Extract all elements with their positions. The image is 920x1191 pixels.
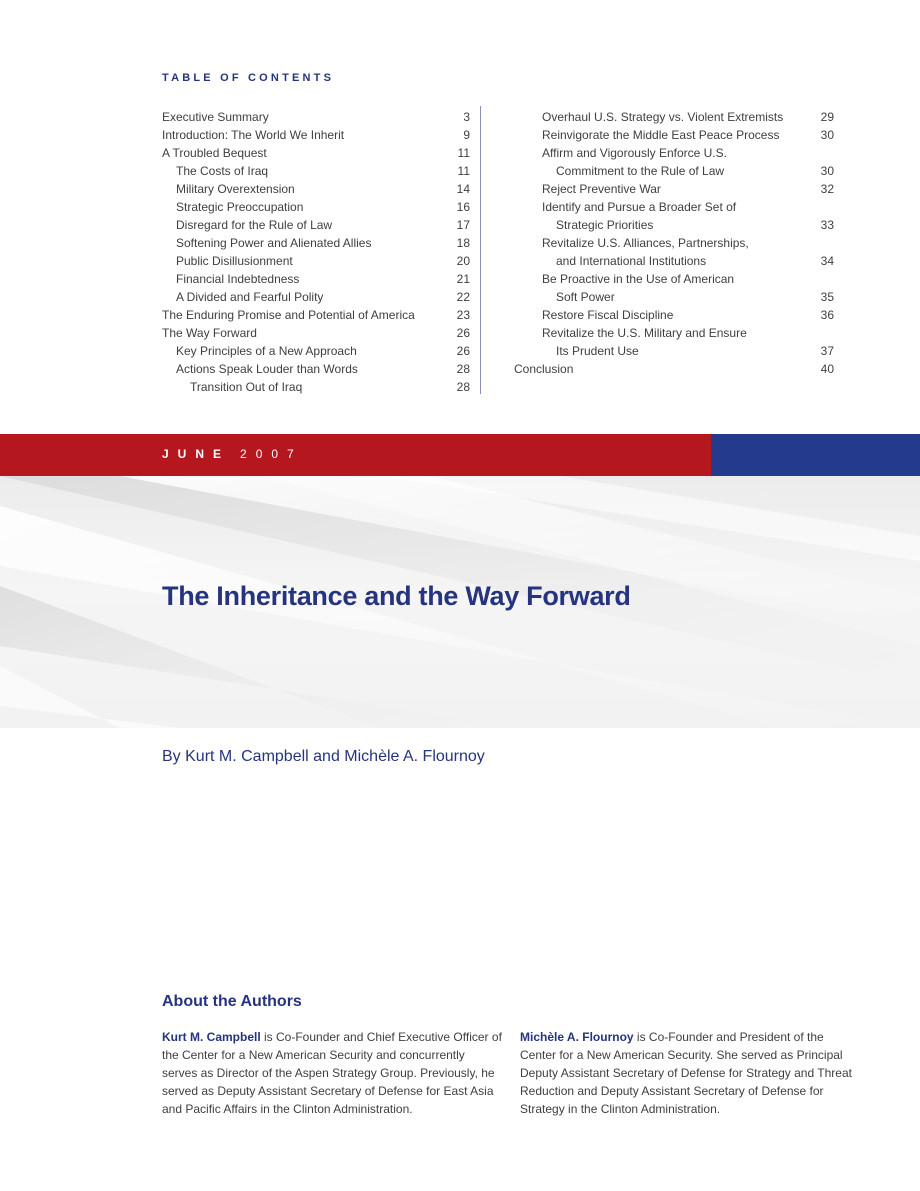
toc-entry-title: Disregard for the Rule of Law xyxy=(176,218,333,232)
toc-entry[interactable] xyxy=(514,126,834,144)
publication-date xyxy=(162,447,303,461)
toc-entry[interactable] xyxy=(514,270,834,288)
toc-entry[interactable] xyxy=(162,288,470,306)
toc-entry-title: Financial Indebtedness xyxy=(176,272,300,286)
toc-entry-page: 14 xyxy=(456,182,470,196)
toc-entry-page: 26 xyxy=(456,344,470,358)
toc-entry-title: and International Institutions xyxy=(556,254,707,268)
toc-entry-page: 28 xyxy=(456,380,470,394)
author-name: Michèle A. Flournoy xyxy=(520,1030,634,1044)
toc-entry[interactable] xyxy=(514,216,834,234)
toc-entry[interactable] xyxy=(162,162,470,180)
toc-entry-title: Softening Power and Alienated Allies xyxy=(176,236,372,250)
toc-heading: TABLE OF CONTENTS xyxy=(162,72,335,84)
toc-entry[interactable] xyxy=(162,126,470,144)
toc-entry-page: 16 xyxy=(456,200,470,214)
toc-entry-page: 11 xyxy=(457,146,470,160)
toc-divider xyxy=(480,106,481,394)
toc-entry[interactable] xyxy=(514,108,834,126)
toc-entry-page: 3 xyxy=(463,110,470,124)
toc-entry-title: Strategic Priorities xyxy=(556,218,654,232)
toc-entry-title: Reinvigorate the Middle East Peace Process xyxy=(542,128,780,142)
toc-entry-title: Actions Speak Louder than Words xyxy=(176,362,358,376)
toc-entry[interactable] xyxy=(514,306,834,324)
toc-entry-title: Revitalize the U.S. Military and Ensure xyxy=(542,326,747,340)
toc-entry[interactable] xyxy=(514,234,834,252)
toc-entry-page: 29 xyxy=(820,110,834,124)
toc-entry-page: 33 xyxy=(820,218,834,232)
toc-entry[interactable] xyxy=(162,198,470,216)
toc-entry-page: 35 xyxy=(820,290,834,304)
about-authors-heading: About the Authors xyxy=(162,993,302,1010)
toc-entry[interactable] xyxy=(162,108,470,126)
toc-entry[interactable] xyxy=(514,342,834,360)
toc-right-column xyxy=(514,108,834,378)
toc-entry[interactable] xyxy=(162,324,470,342)
toc-entry-page: 11 xyxy=(457,164,470,178)
date-band-red xyxy=(0,434,711,476)
toc-entry-title: A Troubled Bequest xyxy=(162,146,267,160)
toc-entry[interactable] xyxy=(162,360,470,378)
toc-entry[interactable] xyxy=(514,288,834,306)
toc-entry-title: The Costs of Iraq xyxy=(176,164,269,178)
toc-entry[interactable] xyxy=(162,306,470,324)
author-name: Kurt M. Campbell xyxy=(162,1030,261,1044)
toc-entry[interactable] xyxy=(162,180,470,198)
toc-entry[interactable] xyxy=(514,180,834,198)
author-bio-campbell xyxy=(162,1028,502,1118)
toc-entry-page: 40 xyxy=(820,362,834,376)
toc-entry-title: The Way Forward xyxy=(162,326,257,340)
toc-entry-page: 18 xyxy=(456,236,470,250)
toc-entry-title: Executive Summary xyxy=(162,110,269,124)
toc-entry[interactable] xyxy=(162,216,470,234)
author-bio-text: is Co-Founder and President of the Center for a New American Security. She served as Principal Deputy Assistant Secretary of Defense for Strategy and Threat Reduction and Deputy Assistant Secretary of Defense for Strategy in the Clinton Administration. xyxy=(520,1030,852,1116)
toc-entry-page: 30 xyxy=(820,164,834,178)
date-band-blue xyxy=(711,434,920,476)
toc-entry-page: 30 xyxy=(820,128,834,142)
toc-entry-title: The Enduring Promise and Potential of America xyxy=(162,308,415,322)
toc-left-column xyxy=(162,108,470,396)
toc-entry-title: Identify and Pursue a Broader Set of xyxy=(542,200,737,214)
toc-entry-title: Key Principles of a New Approach xyxy=(176,344,357,358)
toc-entry[interactable] xyxy=(514,252,834,270)
toc-entry-page: 37 xyxy=(820,344,834,358)
toc-entry[interactable] xyxy=(514,144,834,162)
document-title: The Inheritance and the Way Forward xyxy=(162,581,631,611)
toc-entry-title: Military Overextension xyxy=(176,182,295,196)
toc-entry-title: Restore Fiscal Discipline xyxy=(542,308,674,322)
toc-entry-title: A Divided and Fearful Polity xyxy=(176,290,324,304)
toc-entry-title: Overhaul U.S. Strategy vs. Violent Extremists xyxy=(542,110,784,124)
toc-entry[interactable] xyxy=(514,324,834,342)
toc-entry-title: Reject Preventive War xyxy=(542,182,661,196)
toc-entry[interactable] xyxy=(162,342,470,360)
toc-entry-title: Public Disillusionment xyxy=(176,254,293,268)
toc-entry[interactable] xyxy=(514,198,834,216)
author-bio-text: is Co-Founder and Chief Executive Officer of the Center for a New American Security and concurrently serves as Director of the Aspen Strategy Group. Previously, he served as Deputy Assistant Secretary of Defense for East Asia and Pacific Affairs in the Clinton Administration. xyxy=(162,1030,502,1116)
toc-entry-page: 32 xyxy=(820,182,834,196)
toc-entry-page: 9 xyxy=(463,128,470,142)
toc-entry-page: 26 xyxy=(456,326,470,340)
toc-entry-title: Soft Power xyxy=(556,290,615,304)
toc-entry-page: 20 xyxy=(456,254,470,268)
toc-entry[interactable] xyxy=(162,378,470,396)
toc-entry-title: Conclusion xyxy=(514,362,574,376)
date-month: JUNE xyxy=(162,447,231,461)
toc-entry-page: 22 xyxy=(456,290,470,304)
toc-entry[interactable] xyxy=(162,270,470,288)
toc-entry-title: Its Prudent Use xyxy=(556,344,639,358)
date-year: 2007 xyxy=(240,447,303,461)
toc-entry-title: Revitalize U.S. Alliances, Partnerships, xyxy=(542,236,749,250)
toc-entry-page: 34 xyxy=(820,254,834,268)
toc-entry[interactable] xyxy=(514,360,834,378)
toc-entry-page: 17 xyxy=(456,218,470,232)
toc-entry[interactable] xyxy=(162,234,470,252)
toc-entry-page: 36 xyxy=(820,308,834,322)
toc-entry-title: Commitment to the Rule of Law xyxy=(556,164,725,178)
author-bio-flournoy xyxy=(520,1028,860,1118)
toc-entry[interactable] xyxy=(162,144,470,162)
toc-entry-title: Strategic Preoccupation xyxy=(176,200,304,214)
toc-entry-page: 23 xyxy=(456,308,470,322)
date-band xyxy=(0,434,920,476)
toc-entry-title: Introduction: The World We Inherit xyxy=(162,128,345,142)
toc-entry[interactable] xyxy=(162,252,470,270)
byline: By Kurt M. Campbell and Michèle A. Flournoy xyxy=(162,748,485,765)
toc-entry-title: Transition Out of Iraq xyxy=(190,380,303,394)
toc-entry-page: 28 xyxy=(456,362,470,376)
toc-entry-page: 21 xyxy=(456,272,470,286)
toc-entry[interactable] xyxy=(514,162,834,180)
toc-entry-title: Be Proactive in the Use of American xyxy=(542,272,735,286)
hero-banner xyxy=(0,476,920,728)
toc-entry-title: Affirm and Vigorously Enforce U.S. xyxy=(542,146,727,160)
